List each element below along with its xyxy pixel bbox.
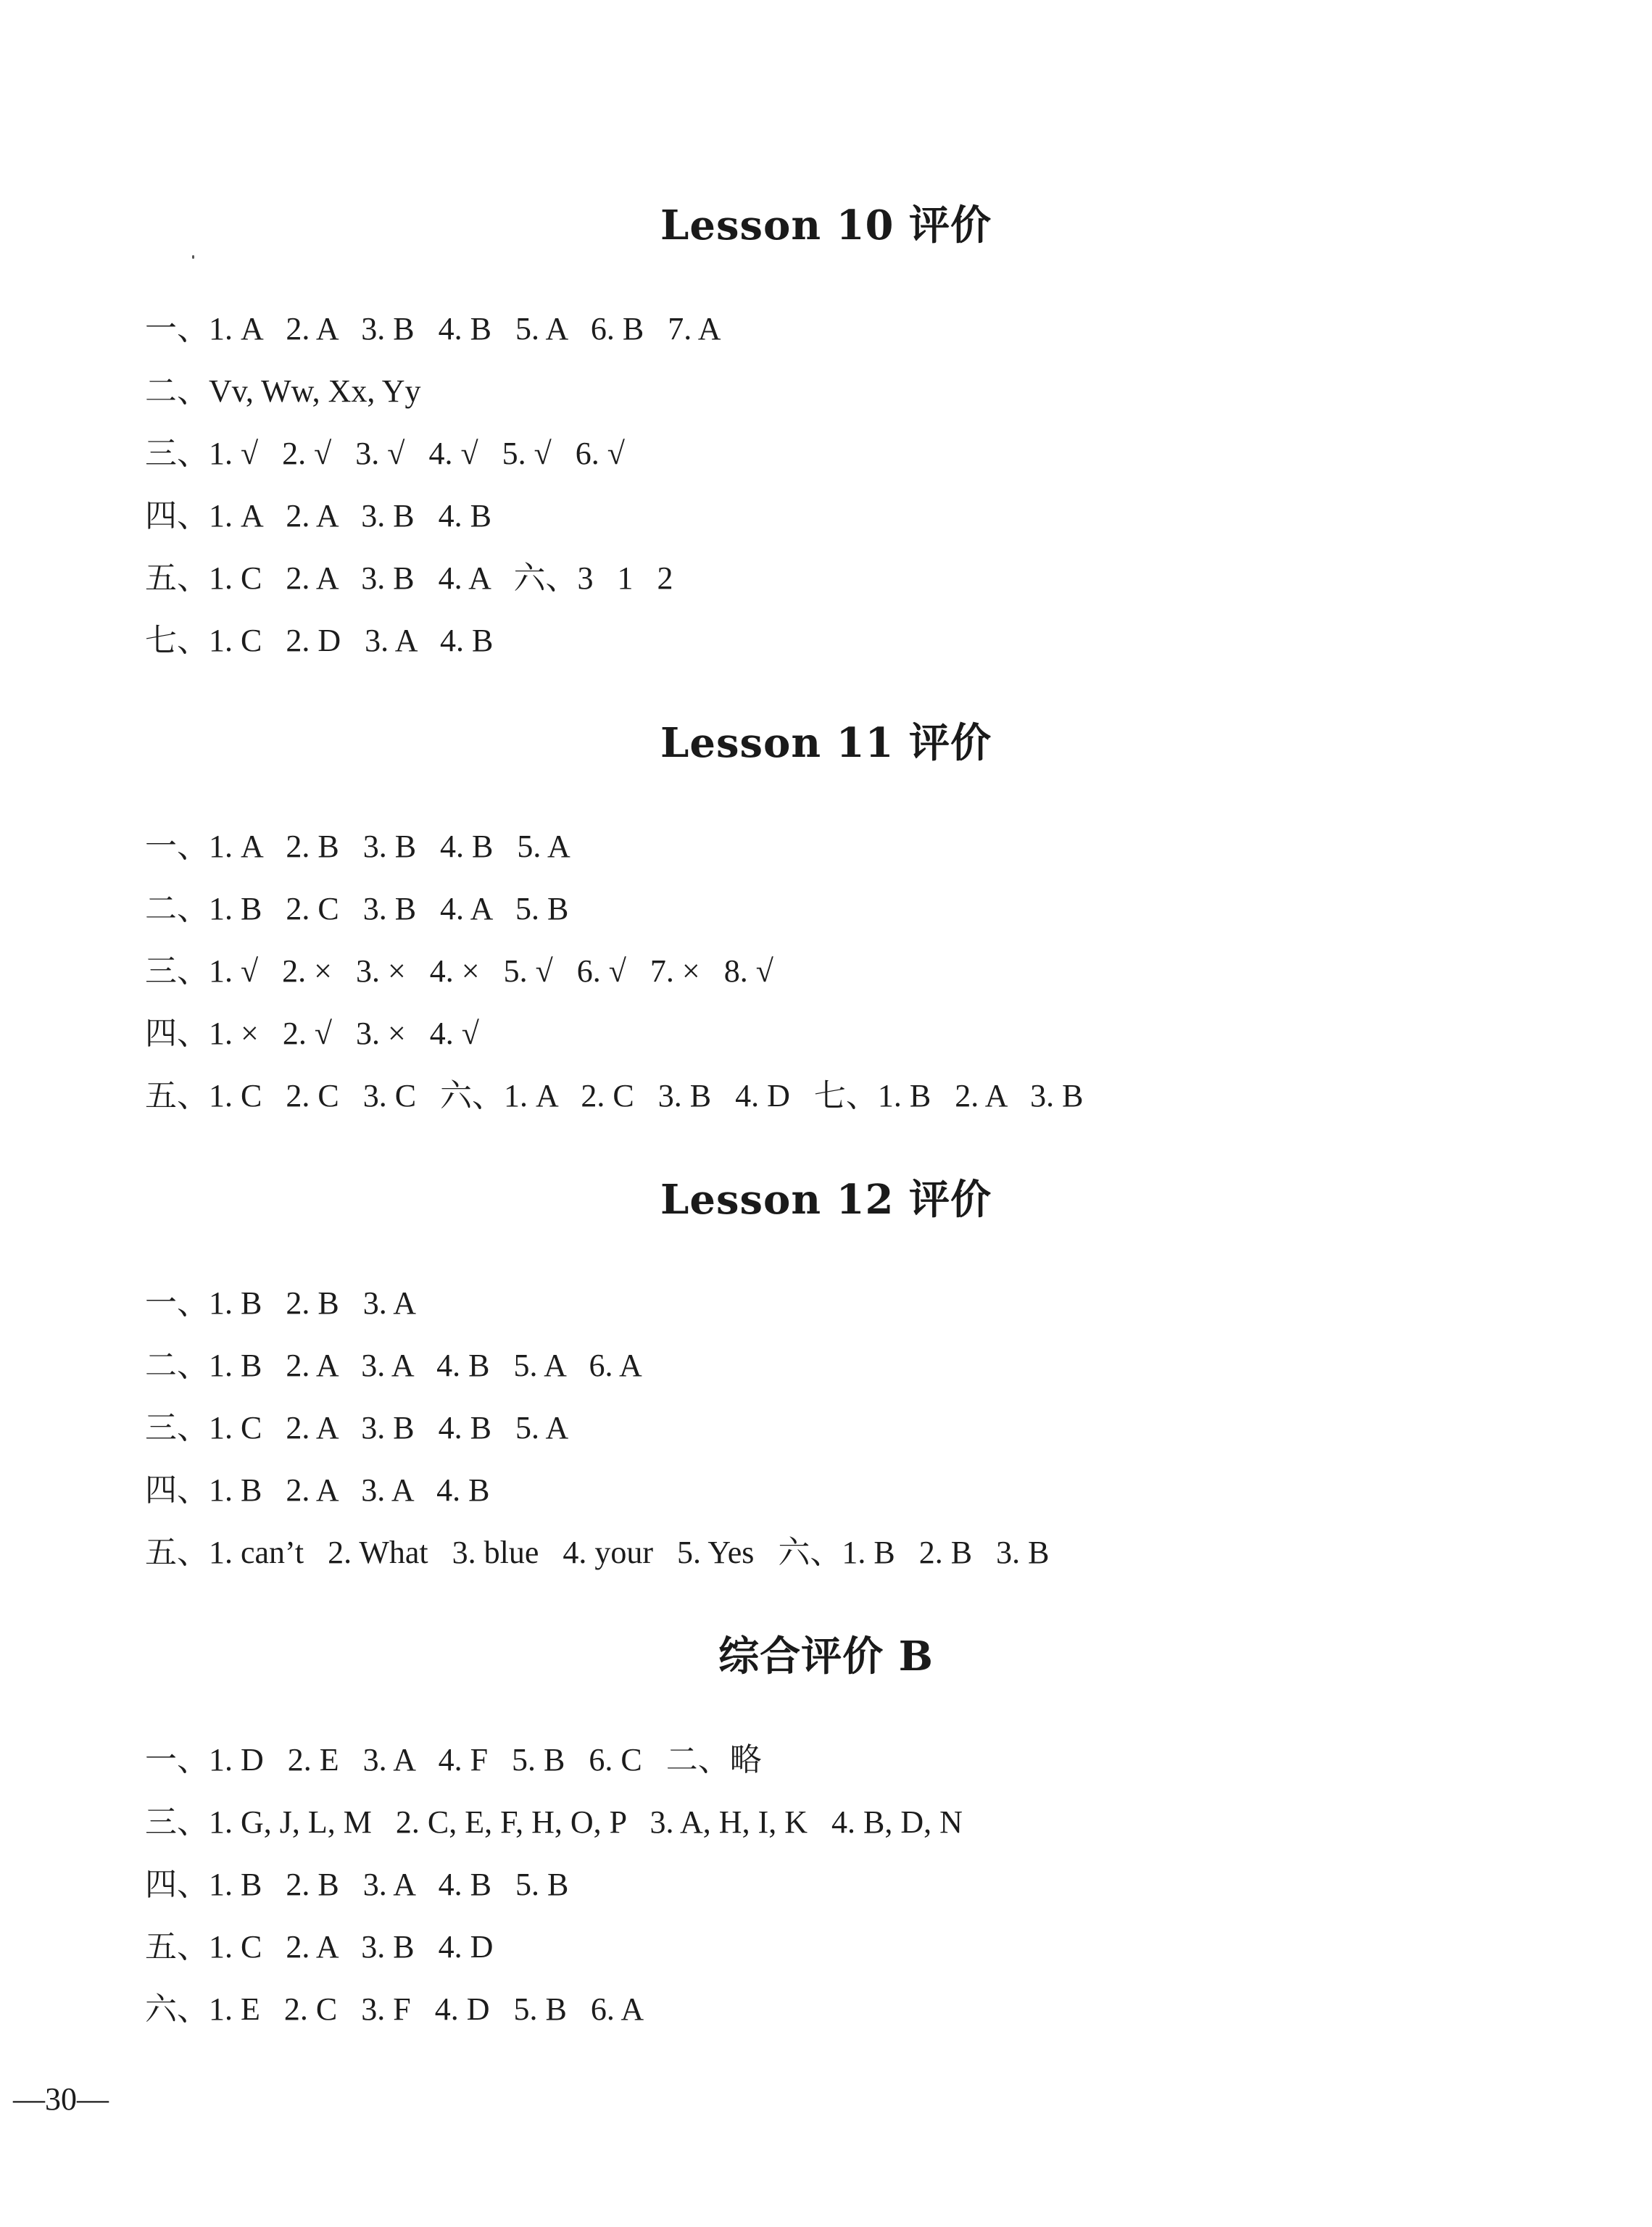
answer-line: 五、1. can’t 2. What 3. blue 4. your 5. Yes 六、1. B 2. B 3. B [145, 1535, 1050, 1570]
answer-line: 二、Vv, Ww, Xx, Yy [145, 373, 421, 409]
answer-line: 二、1. B 2. A 3. A 4. B 5. A 6. A [145, 1348, 642, 1383]
answer-line: 二、1. B 2. C 3. B 4. A 5. B [145, 891, 569, 926]
answer-line: 一、1. B 2. B 3. A [145, 1285, 417, 1321]
answer-line: 三、1. √ 2. √ 3. √ 4. √ 5. √ 6. √ [145, 436, 625, 471]
answer-line: 一、1. A 2. A 3. B 4. B 5. A 6. B 7. A [145, 311, 721, 347]
section-title-comprehensive-b: 综合评价 B [718, 1633, 934, 1680]
page-number: —30— [13, 2081, 109, 2117]
section-title-lesson-10: Lesson 10 评价 [660, 202, 992, 249]
answer-line: 一、1. A 2. B 3. B 4. B 5. A [145, 829, 570, 864]
answer-line: 三、1. C 2. A 3. B 4. B 5. A [145, 1410, 569, 1446]
answer-line: 五、1. C 2. A 3. B 4. A 六、3 1 2 [145, 560, 673, 596]
answer-line: 四、1. × 2. √ 3. × 4. √ [145, 1016, 479, 1051]
section-title-lesson-11: Lesson 11 评价 [660, 719, 992, 767]
answer-line: 三、1. G, J, L, M 2. C, E, F, H, O, P 3. A, H, I, K 4. B, D, N [145, 1804, 963, 1840]
answer-line: 四、1. A 2. A 3. B 4. B [145, 498, 491, 534]
answer-line: 四、1. B 2. B 3. A 4. B 5. B [145, 1867, 569, 1902]
answer-line: 一、1. D 2. E 3. A 4. F 5. B 6. C 二、略 [145, 1742, 762, 1778]
answer-line: 七、1. C 2. D 3. A 4. B [145, 623, 494, 658]
answer-line: 五、1. C 2. A 3. B 4. D [145, 1929, 494, 1965]
section-title-lesson-12: Lesson 12 评价 [660, 1176, 992, 1224]
answer-line: 三、1. √ 2. × 3. × 4. × 5. √ 6. √ 7. × 8. √ [145, 953, 773, 989]
answer-line: 六、1. E 2. C 3. F 4. D 5. B 6. A [145, 1991, 644, 2027]
answer-line: 四、1. B 2. A 3. A 4. B [145, 1472, 490, 1508]
scan-speck [192, 255, 194, 259]
answer-line: 五、1. C 2. C 3. C 六、1. A 2. C 3. B 4. D 七、1. B 2. A 3. B [145, 1078, 1084, 1114]
